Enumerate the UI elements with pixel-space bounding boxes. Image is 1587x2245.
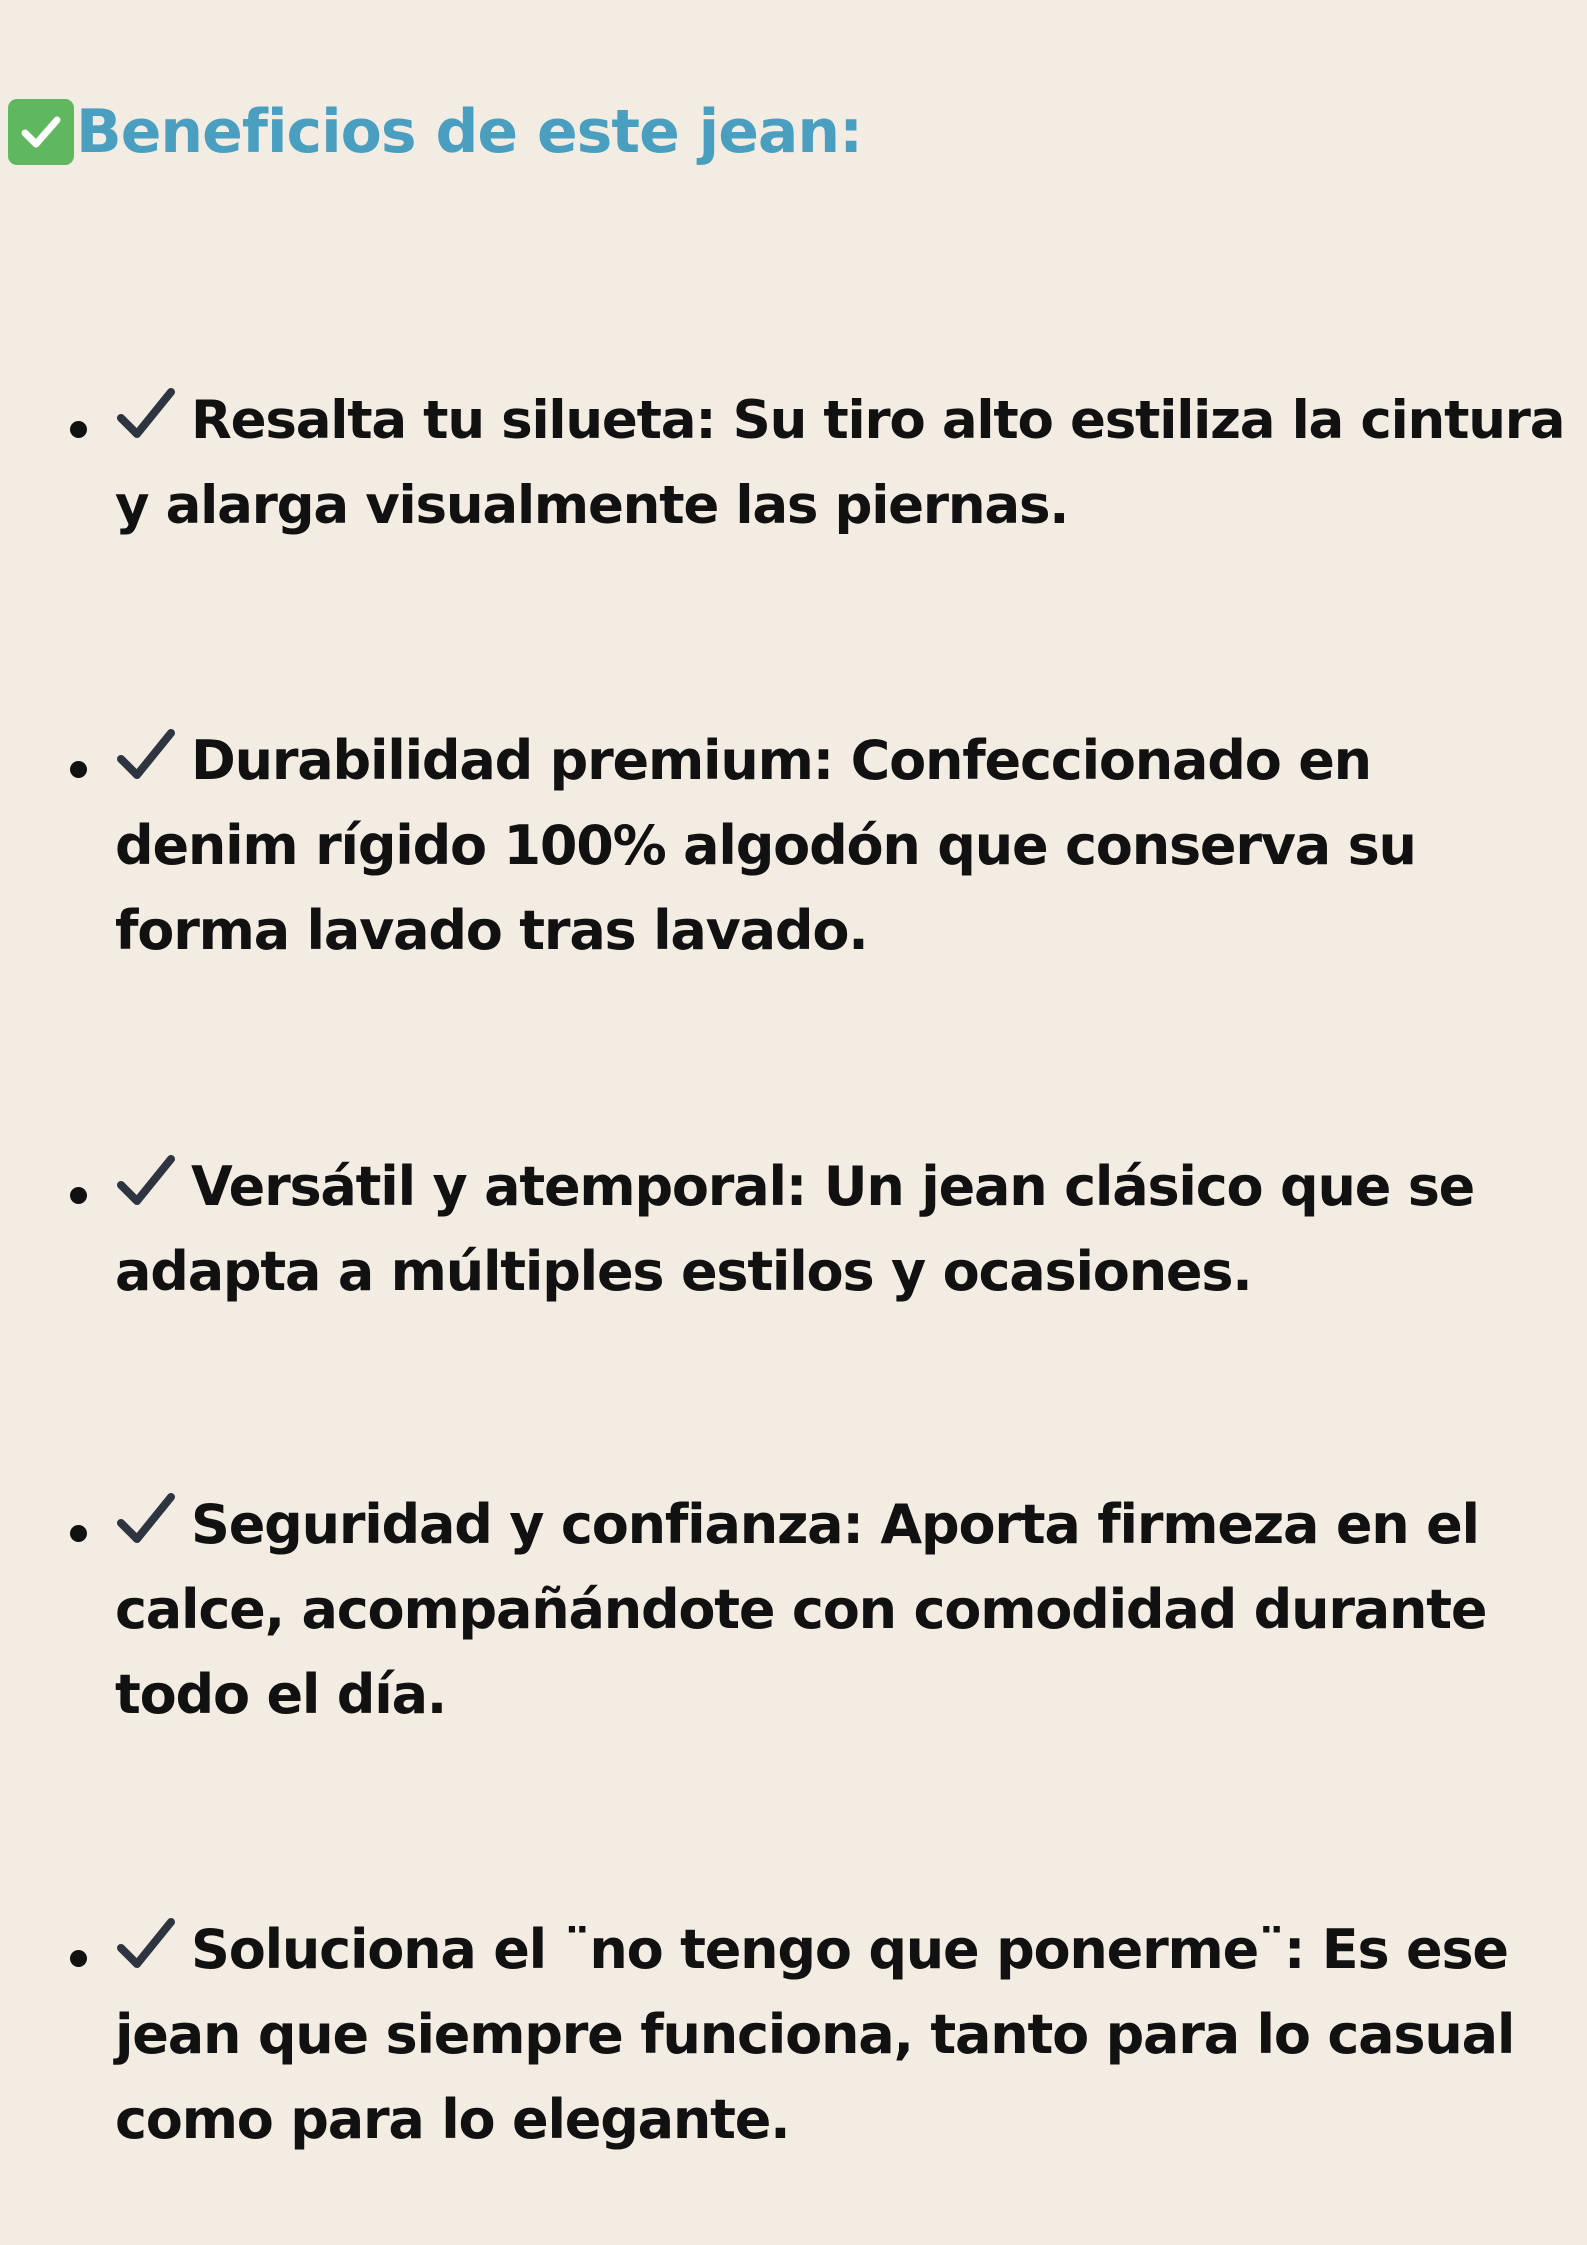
check-icon: [115, 384, 177, 444]
benefit-text: [115, 1144, 1555, 1314]
benefit-line: Soluciona el ¨no tengo que ponerme¨: Es ese: [115, 1907, 1555, 1992]
benefit-line: Resalta tu silueta: Su tiro alto estiliza la cintura: [115, 378, 1555, 463]
check-icon: [115, 1489, 177, 1549]
benefit-line: calce, acompañándote con comodidad durante: [115, 1578, 1487, 1641]
check-icon: [115, 1914, 177, 1974]
bullet-icon: [70, 761, 87, 778]
benefit-line: y alarga visualmente las piernas.: [115, 475, 1069, 536]
benefit-line: Seguridad y confianza: Aporta firmeza en el: [115, 1482, 1555, 1567]
bullet-icon: [70, 421, 87, 438]
page-title: Beneficios de este jean:: [76, 97, 863, 167]
benefit-text: [115, 378, 1565, 548]
bullet-icon: [70, 1187, 87, 1204]
check-box-icon: [8, 99, 74, 165]
page-header: [8, 92, 862, 172]
benefit-text: [115, 1907, 1555, 2162]
benefit-line: Versátil y atemporal: Un jean clásico que se: [115, 1144, 1555, 1229]
benefit-line: adapta a múltiples estilos y ocasiones.: [115, 1240, 1252, 1303]
check-icon: [115, 1151, 177, 1211]
benefit-text: [115, 1482, 1555, 1737]
benefit-line: jean que siempre funciona, tanto para lo casual: [115, 2003, 1515, 2066]
benefit-line: como para lo elegante.: [115, 2088, 790, 2151]
benefit-line: denim rígido 100% algodón que conserva su: [115, 814, 1416, 877]
benefit-text: [115, 718, 1555, 973]
benefit-line: todo el día.: [115, 1663, 447, 1726]
bullet-icon: [70, 1950, 87, 1967]
benefit-line: Durabilidad premium: Confeccionado en: [115, 718, 1555, 803]
check-icon: [115, 725, 177, 785]
bullet-icon: [70, 1525, 87, 1542]
benefit-line: forma lavado tras lavado.: [115, 899, 868, 962]
